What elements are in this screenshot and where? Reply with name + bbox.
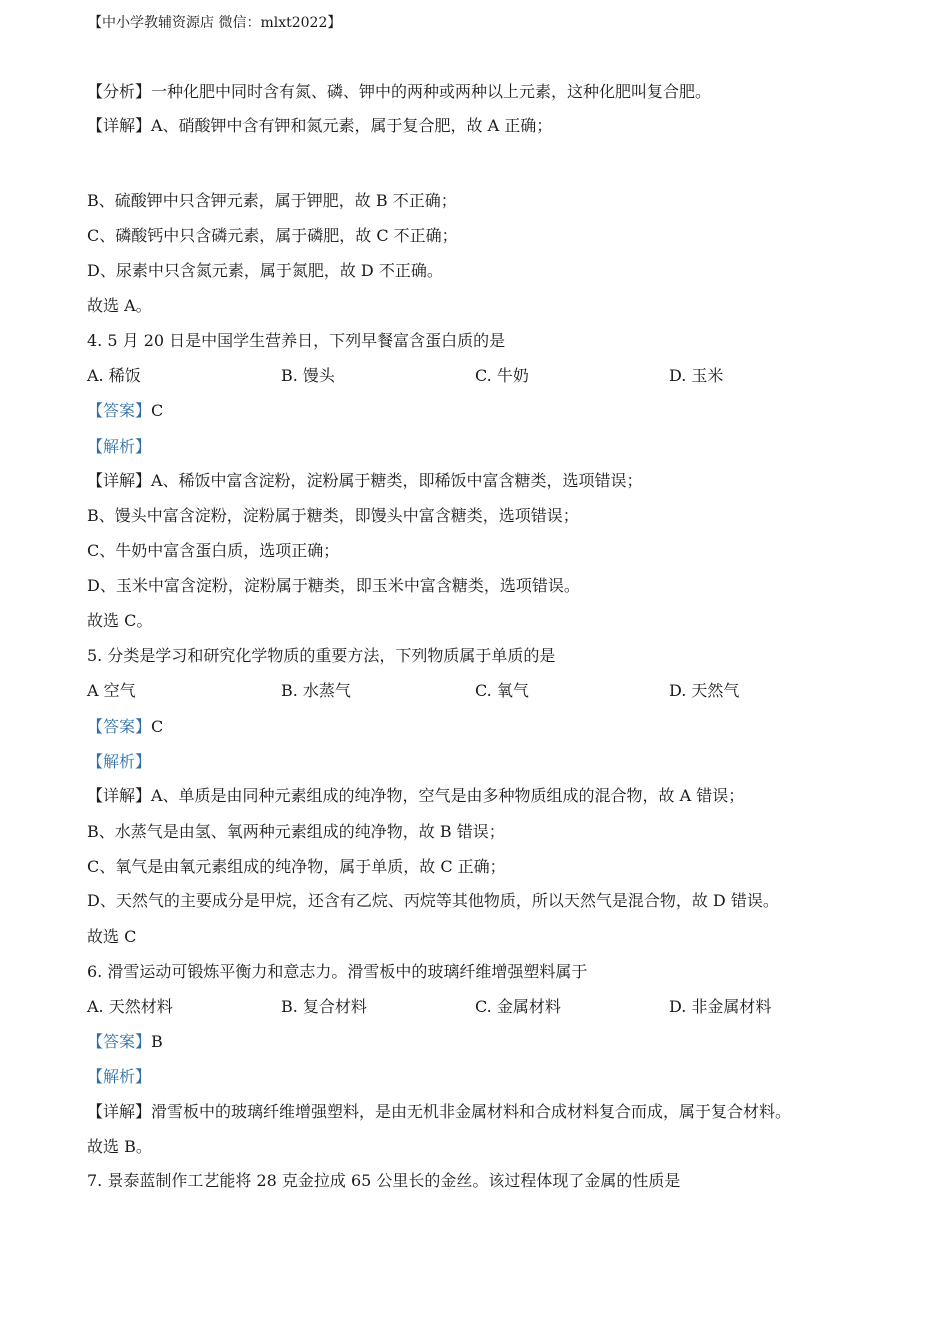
q6-option-a: A. 天然材料 (87, 997, 173, 1016)
q5-answer (87, 716, 163, 738)
q5-option-a: A 空气 (87, 681, 136, 700)
q6-answer (87, 1031, 163, 1053)
q5-detail-c: C、氧气是由氧元素组成的纯净物，属于单质，故 C 正确； (87, 857, 506, 876)
page-header: 【中小学教辅资源店 微信：mlxt2022】 (88, 15, 342, 31)
q5-detail-b: B、水蒸气是由氢、氧两种元素组成的纯净物，故 B 错误； (87, 822, 505, 841)
q4-option-d: D. 玉米 (669, 366, 724, 385)
q5-stem: 5. 分类是学习和研究化学物质的重要方法，下列物质属于单质的是 (87, 646, 556, 665)
q5-detail-a: 【详解】A、单质是由同种元素组成的纯净物，空气是由多种物质组成的混合物，故 A 错误； (87, 786, 745, 805)
q7-stem: 7. 景泰蓝制作工艺能将 28 克金拉成 65 公里长的金丝。该过程体现了金属的性质是 (87, 1171, 681, 1190)
q4-answer-value: C (151, 401, 164, 420)
q6-stem: 6. 滑雪运动可锻炼平衡力和意志力。滑雪板中的玻璃纤维增强塑料属于 (87, 962, 588, 981)
q5-answer-label: 【答案】 (87, 717, 152, 736)
q5-option-d: D. 天然气 (669, 681, 740, 700)
q4-answer-label: 【答案】 (87, 401, 152, 420)
q3-analysis: 【分析】一种化肥中同时含有氮、磷、钾中的两种或两种以上元素，这种化肥叫复合肥。 (87, 82, 712, 101)
q6-detail: 【详解】滑雪板中的玻璃纤维增强塑料，是由无机非金属材料和合成材料复合而成，属于复合材料。 (87, 1102, 792, 1121)
q6-option-c: C. 金属材料 (475, 997, 561, 1016)
q4-option-c: C. 牛奶 (475, 366, 529, 385)
q5-answer-value: C (151, 717, 164, 736)
q4-analysis-label: 【解析】 (87, 437, 152, 456)
q3-detail-b: B、硫酸钾中只含钾元素，属于钾肥，故 B 不正确； (87, 191, 457, 210)
q4-detail-c: C、牛奶中富含蛋白质，选项正确； (87, 541, 340, 560)
q3-conclusion: 故选 A。 (87, 296, 152, 315)
q6-answer-value: B (151, 1032, 163, 1051)
q6-answer-label: 【答案】 (87, 1032, 152, 1051)
q6-conclusion: 故选 B。 (87, 1137, 152, 1156)
q4-answer (87, 400, 163, 422)
q5-conclusion: 故选 C (87, 927, 137, 946)
q4-option-a: A. 稀饭 (87, 366, 141, 385)
q4-detail-a: 【详解】A、稀饭中富含淀粉，淀粉属于糖类，即稀饭中富含糖类，选项错误； (87, 471, 643, 490)
q4-detail-d: D、玉米中富含淀粉，淀粉属于糖类，即玉米中富含糖类，选项错误。 (87, 576, 580, 595)
q3-detail-a: 【详解】A、硝酸钾中含有钾和氮元素，属于复合肥，故 A 正确； (87, 116, 553, 135)
q4-option-b: B. 馒头 (281, 366, 335, 385)
q3-detail-c: C、磷酸钙中只含磷元素，属于磷肥，故 C 不正确； (87, 226, 458, 245)
q4-detail-b: B、馒头中富含淀粉，淀粉属于糖类，即馒头中富含糖类，选项错误； (87, 506, 579, 525)
q6-analysis-label: 【解析】 (87, 1067, 152, 1086)
q5-detail-d: D、天然气的主要成分是甲烷，还含有乙烷、丙烷等其他物质，所以天然气是混合物，故 D 错误。 (87, 891, 779, 910)
q5-analysis-label: 【解析】 (87, 752, 152, 771)
q5-option-b: B. 水蒸气 (281, 681, 351, 700)
q4-stem: 4. 5 月 20 日是中国学生营养日，下列早餐富含蛋白质的是 (87, 331, 506, 350)
q6-option-d: D. 非金属材料 (669, 997, 772, 1016)
q6-option-b: B. 复合材料 (281, 997, 367, 1016)
q4-conclusion: 故选 C。 (87, 611, 153, 630)
q3-detail-d: D、尿素中只含氮元素，属于氮肥，故 D 不正确。 (87, 261, 443, 280)
q5-option-c: C. 氧气 (475, 681, 529, 700)
